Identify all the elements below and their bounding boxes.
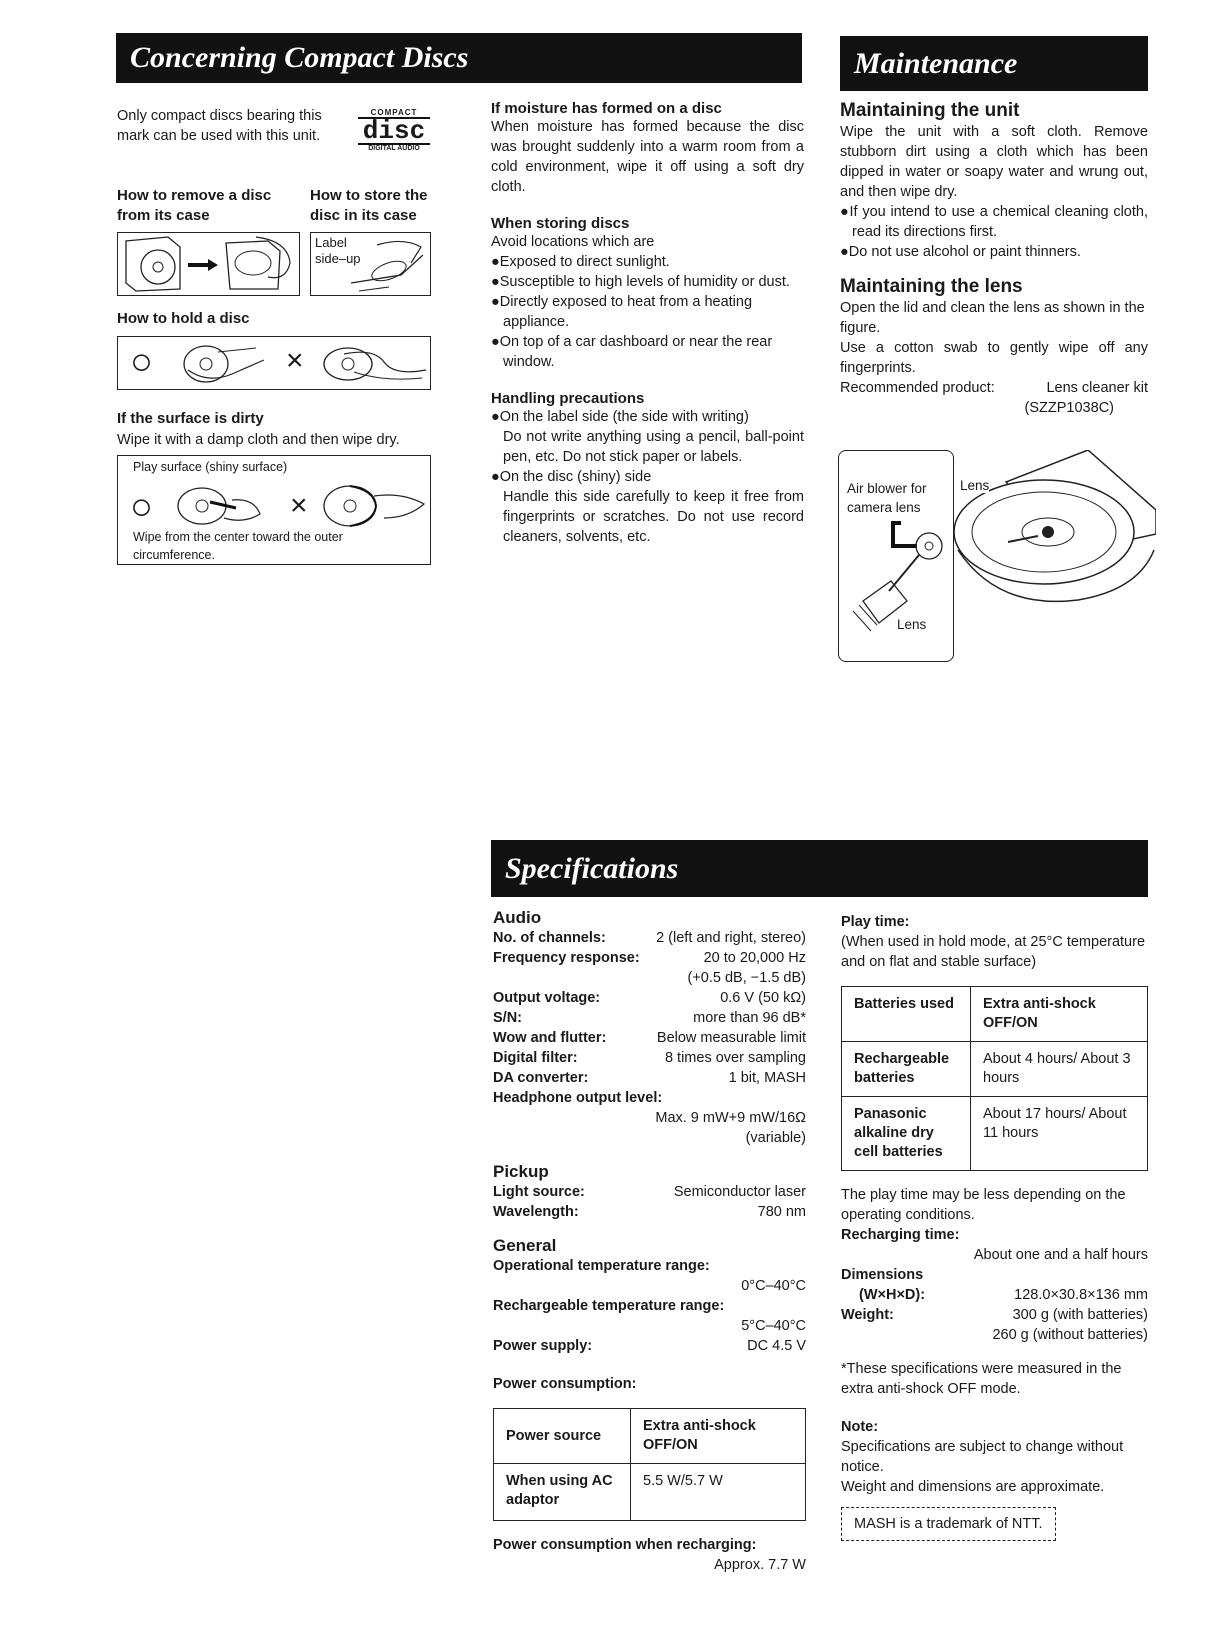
general-heading: General [493,1236,557,1255]
handling-heading: Handling precautions [491,390,645,407]
spec-row [493,968,806,988]
dimensions-value: 128.0×30.8×136 mm [1014,1287,1148,1303]
spec-label: Wavelength: [493,1204,579,1220]
wipe-ok-mark: ○ [130,486,153,528]
spec-row [493,1202,806,1222]
weight-value-2: 260 g (without batteries) [992,1327,1148,1343]
table-cell: Power source [494,1409,631,1464]
power-supply-value: DC 4.5 V [747,1338,806,1354]
spec-label: No. of channels: [493,930,606,946]
table-cell: Panasonic alkaline dry cell batteries [842,1097,971,1171]
storing-bullet: ●On top of a car dashboard or near the rear window. [491,334,773,370]
storing-intro: Avoid locations which are [491,234,655,250]
table-cell: About 17 hours/ About 11 hours [971,1097,1148,1171]
storing-heading: When storing discs [491,215,630,232]
recharging-time-value: About one and a half hours [973,1247,1148,1263]
moisture-text: When moisture has formed because the disc was brought suddenly into a warm room from a cold environment, wipe it off using a soft dry cloth. [491,119,804,195]
handling-label-text: Do not write anything using a pencil, ball-point pen, etc. Do not stick paper or labels. [503,429,804,465]
spec-row [493,928,806,948]
play-surface-label: Play surface (shiny surface) [133,460,288,474]
spec-value: 2 (left and right, stereo) [656,930,806,946]
power-supply-label: Power supply: [493,1338,593,1354]
ok-mark: ○ [130,341,153,383]
remove-disc-figure [117,232,300,296]
specifications-title: Specifications [505,851,679,885]
dirty-surface-heading: If the surface is dirty [117,410,264,427]
table-row [842,1042,1148,1097]
dimensions-sub: (W×H×D): [859,1287,926,1303]
store-disc-figure [310,232,431,296]
spec-left-column [493,908,806,1575]
recommended-product-code: (SZZP1038C) [1024,400,1114,416]
note-heading: Note: [841,1419,879,1435]
table-cell: When using AC adaptor [494,1464,631,1521]
spec-value: Below measurable limit [656,1030,806,1046]
handling-disc-text: Handle this side carefully to keep it free from fingerprints or scratches. Do not use record cleaners, solvents, etc. [503,489,804,545]
headphone-label: Headphone output level: [493,1090,663,1106]
play-time-note: (When used in hold mode, at 25°C temperature and on flat and stable surface) [841,934,1146,970]
spec-right-column [841,912,1148,1541]
play-time-footer: The play time may be less depending on the operating conditions. [841,1187,1126,1223]
table-row [842,1097,1148,1171]
spec-value: (+0.5 dB, −1.5 dB) [687,970,806,986]
rech-temp-value: 5°C–40°C [741,1318,806,1334]
handling-label-bullet: ●On the label side (the side with writing) [491,409,749,425]
weight-row [841,1305,1148,1325]
disc-care-column [491,100,804,547]
spec-row [493,1008,806,1028]
battery-table [841,986,1148,1171]
remove-disc-illustration [118,233,299,295]
lens-text-2: Use a cotton swab to gently wipe off any fingerprints. [840,340,1148,376]
op-temp-value: 0°C–40°C [741,1278,806,1294]
maintenance-banner [840,36,1148,91]
store-disc-illustration [311,233,430,295]
compact-discs-banner [116,33,802,83]
table-row [842,987,1148,1042]
wipe-correct-illustration [174,478,264,530]
wipe-disc-figure [117,455,431,565]
spec-label: Wow and flutter: [493,1030,607,1046]
wipe-wrong-illustration [318,478,428,530]
lens-inset-box [838,450,954,662]
spec-label: Light source: [493,1184,585,1200]
air-blower-label: Air blower for camera lens [847,481,927,515]
audio-heading: Audio [493,908,542,927]
hold-disc-heading: How to hold a disc [117,310,250,327]
spec-label: DA converter: [493,1070,589,1086]
spec-value: 8 times over sampling [664,1050,806,1066]
lens-label-top: Lens [960,478,990,493]
moisture-heading: If moisture has formed on a disc [491,100,722,117]
hold-disc-correct-illustration [178,340,268,386]
note-text-2: Weight and dimensions are approximate. [841,1479,1105,1495]
logo-top-text: COMPACT [370,108,418,117]
headphone-value: Max. 9 mW+9 mW/16Ω [655,1110,806,1126]
table-cell: Batteries used [842,987,971,1042]
intro-text: Only compact discs bearing this mark can be used with this unit. [117,108,322,144]
hold-disc-wrong-illustration [314,340,430,386]
lens-heading: Maintaining the lens [840,276,1023,297]
recharging-time-label: Recharging time: [841,1227,960,1243]
spec-label: Digital filter: [493,1050,578,1066]
spec-value: 0.6 V (50 kΩ) [720,990,806,1006]
dimensions-label: Dimensions [841,1267,924,1283]
spec-row [493,948,806,968]
compact-disc-logo [358,108,430,152]
play-time-heading: Play time: [841,914,910,930]
store-disc-heading: How to store the disc in its case [310,187,428,224]
power-supply-row [493,1336,806,1356]
wipe-instruction: Wipe from the center toward the outer circumference. [133,530,343,562]
spec-value: 1 bit, MASH [728,1070,806,1086]
wipe-ng-mark: × [290,489,308,522]
footnote: *These specifications were measured in the extra anti-shock OFF mode. [841,1361,1122,1397]
recharging-consumption-label: Power consumption when recharging: [493,1537,757,1553]
storing-bullet: ●Exposed to direct sunlight. [491,254,670,270]
power-consumption-heading: Power consumption: [493,1376,637,1392]
handling-disc-bullet: ●On the disc (shiny) side [491,469,652,485]
rech-temp-label: Rechargeable temperature range: [493,1298,725,1314]
lens-label-bottom: Lens [897,617,927,632]
power-table [493,1408,806,1521]
specifications-banner [491,840,1148,897]
table-row [494,1464,806,1521]
spec-value: Semiconductor laser [673,1184,806,1200]
compact-discs-title: Concerning Compact Discs [130,41,469,74]
lens-text-1: Open the lid and clean the lens as shown in the figure. [840,300,1145,336]
weight-value-1: 300 g (with batteries) [1012,1307,1148,1323]
spec-row [493,1068,806,1088]
ng-mark: × [286,344,304,377]
spec-row [493,1028,806,1048]
spec-label: Output voltage: [493,990,601,1006]
table-row [494,1409,806,1464]
lens-cleaning-figure [838,450,1156,665]
recommended-product-label: Recommended product: [840,380,995,396]
maintenance-title: Maintenance [854,46,1018,80]
spec-value: more than 96 dB* [693,1010,806,1026]
spec-label: S/N: [493,1010,522,1026]
spec-label: Frequency response: [493,950,640,966]
recommended-product [840,378,1148,398]
dimensions-row [841,1285,1148,1305]
headphone-note: (variable) [745,1130,806,1146]
hold-disc-figure [117,336,431,390]
table-cell: Rechargeable batteries [842,1042,971,1097]
dirty-surface-text: Wipe it with a damp cloth and then wipe dry. [117,432,400,448]
spec-row [493,1048,806,1068]
remove-disc-heading: How to remove a disc from its case [117,187,272,224]
storing-bullet: ●Directly exposed to heat from a heating appliance. [491,294,753,330]
mash-trademark-note: MASH is a trademark of NTT. [841,1507,1056,1541]
storing-bullet: ●Susceptible to high levels of humidity or dust. [491,274,790,290]
table-cell: Extra anti-shock OFF/ON [971,987,1148,1042]
note-text-1: Specifications are subject to change without notice. [841,1439,1124,1475]
spec-row [493,1182,806,1202]
label-side-up: Label side–up [315,235,361,266]
logo-main-text: disc [358,117,430,145]
spec-value: 20 to 20,000 Hz [703,950,806,966]
table-cell: 5.5 W/5.7 W [631,1464,806,1521]
table-cell: About 4 hours/ About 3 hours [971,1042,1148,1097]
unit-text: Wipe the unit with a soft cloth. Remove stubborn dirt using a cloth which has been dipped in water or soapy water and wrung out, and then wipe dry. [840,124,1148,200]
table-cell: Extra anti-shock OFF/ON [631,1409,806,1464]
unit-bullet: ●Do not use alcohol or paint thinners. [840,244,1081,260]
unit-bullet: ●If you intend to use a chemical cleaning cloth, read its directions first. [840,204,1148,240]
spec-row [493,988,806,1008]
weight-label: Weight: [841,1307,894,1323]
unit-heading: Maintaining the unit [840,100,1020,121]
recommended-product-name: Lens cleaner kit [1046,380,1148,396]
spec-value: 780 nm [757,1204,806,1220]
recharging-consumption-value: Approx. 7.7 W [714,1557,806,1573]
pickup-heading: Pickup [493,1162,549,1181]
op-temp-label: Operational temperature range: [493,1258,710,1274]
maintenance-column [840,100,1148,418]
logo-bottom-text: DIGITAL AUDIO [368,145,420,152]
